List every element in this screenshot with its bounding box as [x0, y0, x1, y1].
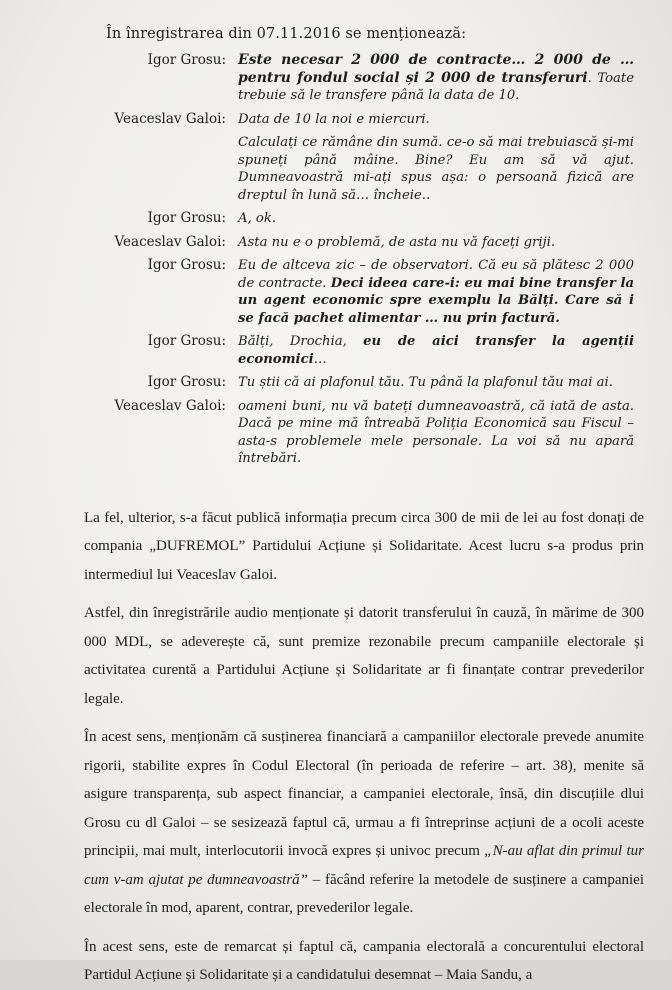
intro-line: În înregistrarea din 07.11.2016 se menționează: [106, 26, 467, 42]
dialogue-row [86, 398, 634, 474]
dialogue-row [86, 134, 634, 210]
dialogue-row [86, 210, 634, 234]
dialogue-row [86, 52, 634, 111]
speaker: Igor Grosu: [147, 374, 226, 390]
text-segment: Bălți, Drochia, [238, 334, 364, 349]
speaker: Veaceslav Galoi: [114, 233, 226, 250]
utterance [238, 333, 634, 374]
speaker: Igor Grosu: [147, 333, 226, 349]
dialogue-row [86, 234, 634, 258]
bold-segment: Deci ideea care-i: eu mai bine transfer la un agent economic spre exemplu la Bălți. Care să i se facă pachet alimentar … nu prin factură. [238, 275, 634, 326]
dialogue-row [86, 257, 634, 333]
text-segment: Eu de altceva zic – de observatori. Că eu să plătesc 2 000 de contracte. [238, 258, 634, 291]
utterance: Tu știi că ai plafonul tău. Tu până la plafonul tău mai ai. [238, 375, 613, 390]
speaker: Igor Grosu: [147, 210, 226, 226]
bold-segment: Este necesar 2 000 de contracte… 2 000 de … pentru fondul social și 2 000 de transferuri [238, 52, 634, 86]
dialogue-row [86, 374, 634, 398]
speaker: Igor Grosu: [147, 52, 226, 68]
dialogue-table [86, 52, 634, 474]
body-paragraph: Astfel, din înregistrările audio menționate și datorit transferului în cauză, în mărime de 300 000 MDL, se adeverește că, sunt premize rezonabile precum campaniile electorale și activitatea curentă a Partidului Acțiune și Solidaritate ar fi finanțate contrar prevederilor legale. [84, 605, 644, 707]
dialogue-row [86, 111, 634, 135]
dialogue-row [86, 333, 634, 374]
text-segment: . Toate trebuie să le transfere până la data de 10. [238, 70, 634, 103]
speaker: Igor Grosu: [147, 257, 226, 273]
speaker [86, 134, 238, 210]
utterance: oameni buni, nu vă bateți dumneavoastră, că iată de asta. Dacă pe mine mă întreabă Poliția Economică sau Fiscul – asta-s problemele mele personale. La voi să nu apară întrebări. [238, 398, 634, 466]
speaker: Veaceslav Galoi: [114, 397, 226, 414]
body-paragraph: În acest sens, este de remarcat și faptul că, campania electorală a concurentului electoral Partidul Acțiune și Solidaritate și a candidatului desemnat – Maia Sandu, a [84, 938, 644, 983]
text-segment: – făcând referire la metodele de susținere a campaniei electorale în mod, aparent, contrar, prevederilor legale. [84, 871, 645, 916]
body-paragraph [84, 723, 644, 923]
text-segment: În acest sens, menționăm că susținerea financiară a campaniilor electorale prevede anumite rigorii, stabilite expres în Codul Electoral (în perioada de referire – art. 38), menite să asigure transparența, sub aspect financiar, a campaniei electorale, însă, din discuțiile dlui Grosu cu dl Galoi – se sesizează faptul că, urmau a fi întreprinse acțiuni de a ocoli aceste principii, mai mult, interlocutorii invocă expres și univoc precum [84, 729, 644, 859]
utterance: Calculați ce rămâne din sumă. ce-o să mai trebuiască și-mi spuneți până mâine. Bine? Eu am să vă ajut. Dumneavoastră mi-ați spus așa: o persoană fizică are dreptul în lună să… încheie.. [238, 135, 634, 203]
speaker: Veaceslav Galoi: [114, 110, 226, 127]
utterance: Data de 10 la noi e miercuri. [238, 111, 430, 127]
body-paragraph: La fel, ulterior, s-a făcut publică informația precum circa 300 de mii de lei au fost donați de compania „DUFREMOL” Partidului Acțiune și Solidaritate. Acest lucru s-a produs prin intermediul lui Veaceslav Galoi. [84, 509, 644, 583]
quote-segment: „N-au aflat din primul tur cum v-am ajutat pe dumneavoastră” [84, 843, 644, 888]
text-segment: … [313, 351, 327, 367]
utterance: Asta nu e o problemă, de asta nu vă faceți griji. [238, 234, 556, 250]
bold-segment: eu de aici transfer la agenții economici [238, 334, 634, 367]
utterance [238, 52, 634, 111]
utterance [238, 257, 634, 333]
utterance: A, ok. [238, 211, 277, 226]
